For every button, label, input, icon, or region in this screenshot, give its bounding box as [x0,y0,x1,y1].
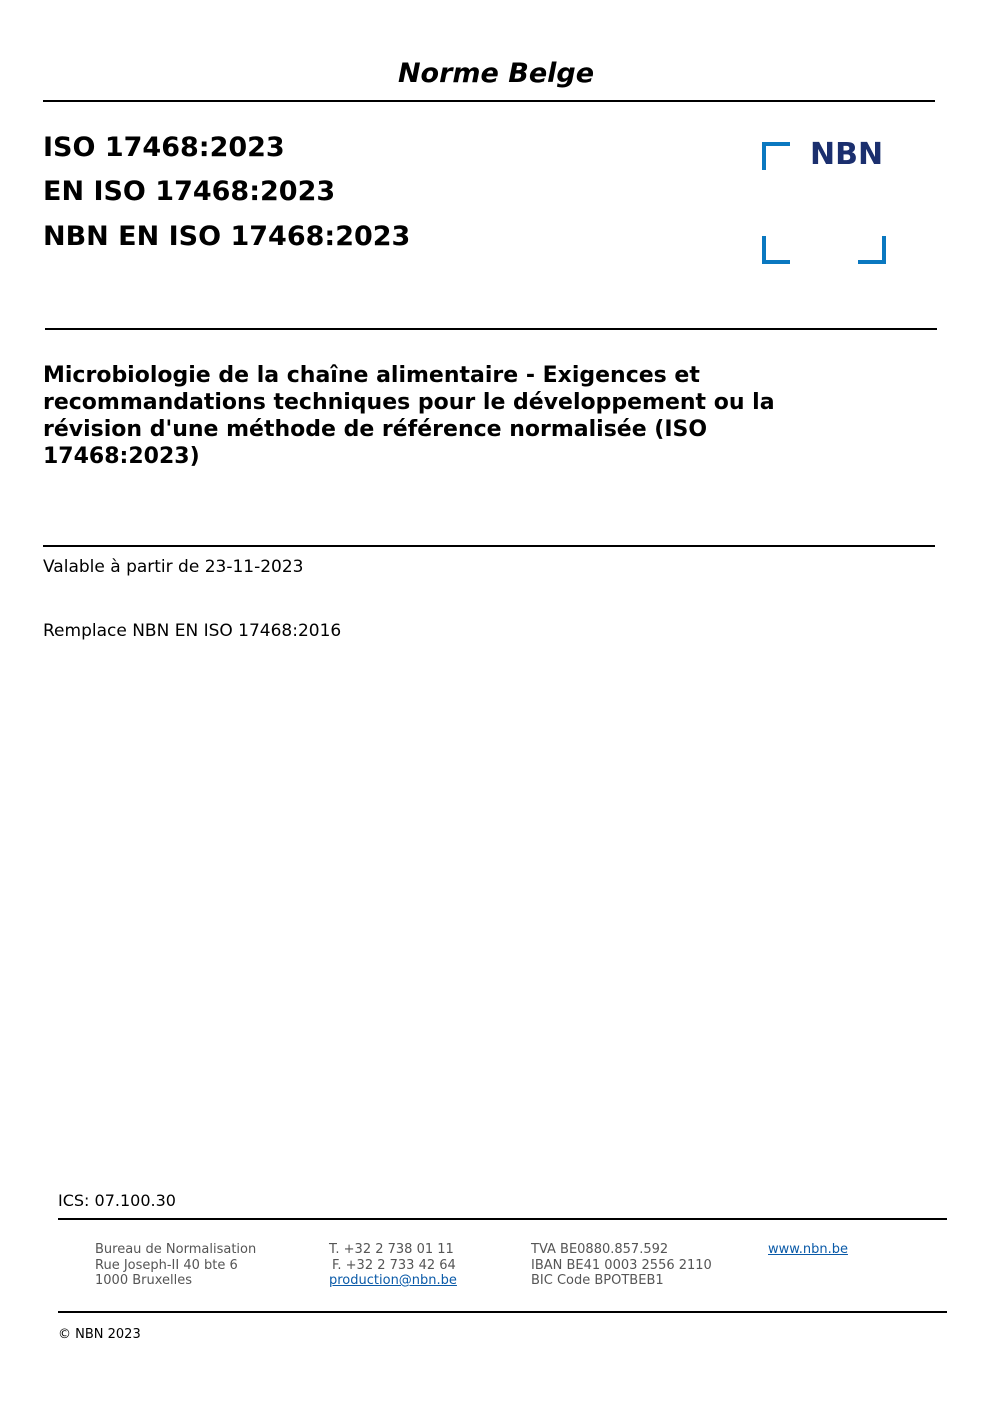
tva-number: TVA BE0880.857.592 [531,1242,669,1257]
iban-number: IBAN BE41 0003 2556 2110 [531,1257,712,1273]
email-link[interactable]: production@nbn.be [329,1273,457,1288]
logo-text: NBN [810,137,884,172]
divider-after-refs [45,328,937,330]
replaces-standard: Remplace NBN EN ISO 17468:2016 [43,621,342,641]
standard-en-iso: EN ISO 17468:2023 [43,176,336,207]
address-line: 1000 Bruxelles [95,1273,193,1288]
address-line: Rue Joseph-II 40 bte 6 [95,1257,238,1273]
header-title: Norme Belge [397,58,595,89]
website-link[interactable]: www.nbn.be [768,1242,848,1257]
standard-iso: ISO 17468:2023 [43,132,285,163]
logo-corner-bottom-left [762,236,790,264]
standard-nbn-en-iso: NBN EN ISO 17468:2023 [43,221,411,252]
bic-code: BIC Code BPOTBEB1 [531,1273,664,1288]
divider-after-title [43,545,935,547]
address-line: Bureau de Normalisation [95,1242,257,1257]
logo-corner-top-left [762,142,790,170]
ics-code: ICS: 07.100.30 [58,1191,176,1210]
footer-contact [329,1242,457,1289]
footer-web [768,1242,848,1258]
divider-footer-top [58,1218,947,1220]
document-title: Microbiologie de la chaîne alimentaire - Exigences et recommandations techniques pour le développement ou la révision d'une méthode de référence normalisée (ISO 17468:2023) [43,363,775,469]
phone-number: T. +32 2 738 01 11 [329,1242,454,1257]
footer-bank [531,1242,712,1289]
divider-footer-bottom [58,1311,947,1313]
copyright: © NBN 2023 [58,1327,141,1342]
fax-number: F. +32 2 733 42 64 [332,1257,456,1273]
logo-corner-bottom-right [858,236,886,264]
divider-top [43,100,935,102]
validity-date: Valable à partir de 23-11-2023 [43,557,304,577]
footer-address [95,1242,256,1289]
